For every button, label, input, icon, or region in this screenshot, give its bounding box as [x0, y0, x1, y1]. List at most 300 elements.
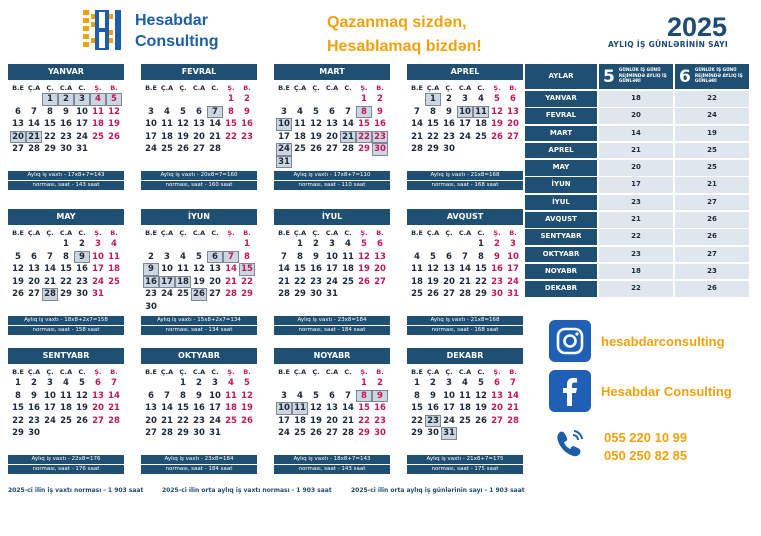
day-blank — [425, 238, 441, 251]
day-cell: 18 — [92, 119, 104, 129]
day-cell: 24 — [161, 289, 173, 299]
day-cell: 23 — [374, 415, 386, 426]
day-blank — [276, 93, 292, 106]
day-cell: 7 — [345, 106, 351, 117]
day-cell: 26 — [310, 428, 322, 438]
month-title: AVQUST — [407, 209, 523, 225]
table-cell-5day: 18 — [599, 264, 673, 280]
day-cell: 28 — [342, 144, 354, 154]
day-cell: 17 — [507, 264, 519, 274]
day-blank — [26, 93, 42, 106]
month-title: MAY — [8, 209, 124, 225]
day-cell: 1 — [361, 378, 367, 388]
day-cell: 28 — [459, 289, 471, 299]
hesabdar-logo-icon — [81, 8, 123, 52]
day-cell: 15 — [239, 263, 255, 276]
weekday-header — [409, 83, 523, 93]
workdays-table — [525, 64, 751, 299]
day-cell: 28 — [411, 144, 423, 154]
day-blank — [159, 377, 175, 390]
month-title: SENTYABR — [8, 348, 124, 364]
weekday-label: B. — [376, 84, 384, 92]
day-cell: 15 — [411, 403, 423, 413]
day-cell: 19 — [310, 131, 322, 142]
weekday-label: Ş. — [227, 84, 235, 92]
day-cell: 28 — [278, 289, 290, 299]
day-cell: 22 — [60, 276, 72, 287]
slogan-line-2: Hesablamaq bizdən! — [327, 38, 482, 55]
table-header — [525, 64, 751, 89]
day-cell: 20 — [209, 276, 221, 287]
day-blank — [409, 93, 425, 106]
weekday-label: C.A — [325, 84, 339, 92]
day-cell: 21 — [411, 131, 423, 142]
day-cell: 3 — [281, 106, 287, 117]
day-cell: 14 — [161, 403, 173, 413]
day-cell: 10 — [92, 251, 104, 262]
table-cell-5day: 21 — [599, 212, 673, 228]
day-cell: 26 — [241, 415, 253, 426]
weekday-label: C. — [477, 368, 485, 376]
weekday-label: Ç.A — [160, 84, 174, 92]
month-norm-line-2: norması, saat - 168 saat — [407, 326, 523, 335]
weekday-label: Ç.A — [426, 368, 440, 376]
table-row — [525, 143, 751, 159]
table-cell-month: APREL — [525, 143, 597, 159]
table-cell-month: İYUL — [525, 195, 597, 211]
day-cell: 15 — [60, 264, 72, 274]
day-cell: 24 — [459, 131, 471, 142]
day-cell: 12 — [475, 390, 487, 401]
day-cell: 3 — [95, 239, 101, 249]
day-blank — [308, 93, 324, 106]
instagram-handle[interactable]: hesabdarconsulting — [601, 333, 725, 349]
month-9 — [141, 348, 257, 440]
month-title: APREL — [407, 64, 523, 80]
day-grid — [143, 93, 257, 156]
day-cell: 9 — [430, 390, 436, 401]
phone-2[interactable]: 050 250 82 85 — [604, 448, 688, 463]
day-cell: 1 — [478, 239, 484, 249]
day-cell: 1 — [63, 239, 69, 249]
table-cell-5day: 14 — [599, 126, 673, 142]
day-cell: 8 — [356, 390, 372, 403]
day-grid — [143, 238, 257, 313]
day-cell: 16 — [193, 403, 205, 413]
day-cell: 22 — [358, 415, 370, 426]
day-cell: 26 — [191, 288, 207, 301]
weekday-header — [143, 228, 257, 238]
day-cell: 8 — [228, 106, 234, 117]
phone-numbers — [604, 429, 687, 465]
day-cell: 10 — [276, 402, 292, 415]
day-cell: 13 — [507, 106, 519, 117]
day-cell: 3 — [164, 251, 170, 262]
day-cell: 18 — [294, 415, 306, 426]
day-cell: 26 — [76, 415, 88, 426]
day-cell: 23 — [145, 289, 157, 299]
day-cell: 4 — [90, 93, 106, 106]
day-cell: 13 — [12, 119, 24, 129]
month-norm-info — [8, 455, 124, 475]
day-cell: 11 — [92, 106, 104, 117]
day-cell: 5 — [313, 390, 319, 401]
day-cell: 4 — [462, 378, 468, 388]
day-cell: 7 — [164, 390, 170, 401]
day-grid — [276, 238, 390, 301]
weekday-header — [143, 83, 257, 93]
day-cell: 14 — [44, 264, 56, 274]
footer-note-2: 2025-ci ilin orta aylıq iş vaxtı norması - 1 903 saat — [162, 487, 332, 494]
day-grid — [10, 377, 124, 440]
table-cell-5day: 23 — [599, 247, 673, 263]
day-cell: 30 — [372, 143, 388, 156]
day-cell: 1 — [42, 93, 58, 106]
table-cell-month: DEKABR — [525, 281, 597, 297]
weekday-label: C.A — [192, 368, 206, 376]
day-blank — [292, 93, 308, 106]
day-cell: 14 — [108, 390, 120, 401]
day-cell: 24 — [76, 131, 88, 142]
weekday-label: B.E — [12, 229, 24, 237]
table-cell-month: SENTYABR — [525, 229, 597, 245]
day-cell: 29 — [358, 144, 370, 154]
month-7 — [407, 209, 523, 301]
weekday-label: C. — [344, 84, 352, 92]
day-cell: 21 — [459, 276, 471, 287]
weekday-label: B.E — [12, 84, 24, 92]
day-cell: 10 — [326, 251, 338, 262]
day-cell: 5 — [15, 251, 21, 262]
day-cell: 17 — [443, 403, 455, 413]
day-cell: 16 — [143, 276, 159, 289]
day-cell: 6 — [510, 94, 516, 104]
day-cell: 16 — [491, 264, 503, 274]
weekday-label: B.E — [145, 229, 157, 237]
day-blank — [324, 377, 340, 390]
day-cell: 18 — [60, 403, 72, 413]
day-cell: 12 — [491, 106, 503, 117]
day-cell: 11 — [108, 251, 120, 262]
day-blank — [276, 238, 292, 251]
day-cell: 19 — [491, 119, 503, 129]
brand-name — [135, 10, 219, 52]
month-norm-line-2: norması, saat - 158 saat — [8, 326, 124, 335]
table-cell-6day: 19 — [675, 126, 749, 142]
day-blank — [207, 238, 223, 251]
day-cell: 23 — [28, 415, 40, 426]
day-cell: 6 — [207, 251, 223, 264]
day-cell: 7 — [345, 390, 351, 401]
day-cell: 30 — [60, 144, 72, 154]
day-cell: 25 — [108, 276, 120, 287]
day-cell: 4 — [180, 251, 186, 262]
weekday-label: C. — [344, 368, 352, 376]
day-cell: 27 — [326, 144, 338, 154]
day-cell: 16 — [310, 264, 322, 274]
table-cell-6day: 21 — [675, 177, 749, 193]
day-blank — [143, 93, 159, 106]
month-3 — [407, 64, 523, 156]
weekday-label: Ç. — [312, 229, 320, 237]
day-cell: 4 — [63, 378, 69, 388]
table-cell-month: İYUN — [525, 177, 597, 193]
day-cell: 29 — [475, 289, 487, 299]
phone-1[interactable]: 055 220 10 99 — [604, 430, 688, 445]
weekday-label: B.E — [411, 84, 423, 92]
day-cell: 25 — [294, 144, 306, 154]
day-cell: 6 — [95, 378, 101, 388]
table-header-5day — [599, 64, 673, 89]
day-cell: 16 — [443, 119, 455, 129]
month-title: FEVRAL — [141, 64, 257, 80]
weekday-header — [409, 367, 523, 377]
month-norm-line-2: norması, saat - 134 saat — [141, 326, 257, 335]
weekday-label: C. — [78, 229, 86, 237]
day-cell: 17 — [44, 403, 56, 413]
day-cell: 19 — [475, 403, 487, 413]
day-cell: 2 — [244, 94, 250, 104]
day-cell: 14 — [507, 390, 519, 401]
day-cell: 18 — [175, 276, 191, 289]
day-cell: 23 — [372, 131, 388, 144]
day-cell: 26 — [475, 415, 487, 426]
day-cell: 17 — [278, 131, 290, 142]
day-cell: 16 — [60, 119, 72, 129]
day-blank — [292, 377, 308, 390]
day-cell: 17 — [145, 131, 157, 142]
day-cell: 15 — [12, 403, 24, 413]
weekday-label: C. — [477, 229, 485, 237]
day-cell: 11 — [292, 402, 308, 415]
day-cell: 22 — [44, 131, 56, 142]
day-blank — [340, 93, 356, 106]
instagram-block[interactable] — [549, 320, 725, 362]
weekday-label: C.A — [458, 368, 472, 376]
phone-icon — [554, 428, 588, 458]
day-cell: 30 — [193, 428, 205, 438]
day-cell: 7 — [31, 106, 37, 117]
day-cell: 25 — [475, 131, 487, 142]
month-norm-line-1: Aylıq iş vaxtı - 23x8=184 — [141, 455, 257, 464]
table-header-months: AYLAR — [525, 64, 597, 89]
day-cell: 17 — [209, 403, 221, 413]
day-cell: 8 — [180, 390, 186, 401]
day-cell: 26 — [427, 289, 439, 299]
day-cell: 7 — [462, 251, 468, 262]
table-row — [525, 264, 751, 280]
day-cell: 13 — [28, 264, 40, 274]
weekday-label: B. — [376, 368, 384, 376]
day-cell: 22 — [241, 276, 253, 287]
day-cell: 2 — [148, 251, 154, 262]
day-cell: 8 — [47, 106, 53, 117]
weekday-header — [10, 83, 124, 93]
weekday-label: B. — [243, 84, 251, 92]
month-norm-line-1: Aylıq iş vaxtı - 22x8=176 — [8, 455, 124, 464]
day-cell: 28 — [507, 415, 519, 426]
day-cell: 29 — [427, 144, 439, 154]
facebook-block[interactable] — [549, 370, 732, 412]
day-blank — [159, 93, 175, 106]
day-cell: 27 — [491, 415, 503, 426]
day-cell: 10 — [44, 390, 56, 401]
table-cell-6day: 25 — [675, 143, 749, 159]
day-cell: 2 — [196, 378, 202, 388]
day-cell: 27 — [374, 276, 386, 287]
day-cell: 21 — [161, 415, 173, 426]
table-body — [525, 91, 751, 297]
weekday-label: Ç. — [445, 368, 453, 376]
day-cell: 24 — [92, 276, 104, 287]
day-cell: 11 — [177, 264, 189, 274]
day-cell: 30 — [28, 428, 40, 438]
day-cell: 27 — [443, 289, 455, 299]
day-cell: 1 — [180, 378, 186, 388]
day-cell: 22 — [411, 415, 423, 426]
weekday-label: Ç.A — [27, 229, 41, 237]
day-cell: 25 — [60, 415, 72, 426]
day-cell: 8 — [63, 251, 69, 262]
day-cell: 20 — [491, 403, 503, 413]
day-cell: 21 — [278, 276, 290, 287]
day-blank — [276, 377, 292, 390]
weekday-label: C.A — [458, 229, 472, 237]
day-cell: 19 — [108, 119, 120, 129]
table-row — [525, 247, 751, 263]
day-cell: 31 — [76, 144, 88, 154]
day-cell: 27 — [28, 289, 40, 299]
day-cell: 18 — [108, 264, 120, 274]
day-cell: 11 — [473, 106, 489, 119]
day-cell: 3 — [148, 106, 154, 117]
table-row — [525, 91, 751, 107]
month-norm-line-2: norması, saat - 143 saat — [8, 181, 124, 190]
day-grid — [409, 377, 523, 440]
month-norm-line-1: Aylıq iş vaxtı - 23x8=184 — [274, 316, 390, 325]
day-cell: 29 — [60, 289, 72, 299]
day-cell: 3 — [329, 239, 335, 249]
day-cell: 24 — [326, 276, 338, 287]
weekday-label: B. — [509, 368, 517, 376]
facebook-name[interactable]: Hesabdar Consulting — [601, 383, 732, 399]
day-cell: 1 — [361, 94, 367, 104]
day-cell: 7 — [111, 378, 117, 388]
year-title: 2025 — [667, 12, 728, 42]
slogan — [327, 11, 482, 59]
month-2 — [274, 64, 390, 168]
day-cell: 26 — [12, 289, 24, 299]
weekday-label: B.E — [411, 368, 423, 376]
day-cell: 31 — [507, 289, 519, 299]
month-norm-info — [274, 455, 390, 475]
day-cell: 23 — [310, 276, 322, 287]
day-cell: 30 — [76, 289, 88, 299]
day-cell: 1 — [414, 378, 420, 388]
day-cell: 18 — [294, 131, 306, 142]
day-cell: 7 — [223, 251, 239, 264]
weekday-label: Ç. — [445, 84, 453, 92]
day-cell: 15 — [294, 264, 306, 274]
day-cell: 13 — [443, 264, 455, 274]
weekday-label: Ç.A — [27, 84, 41, 92]
day-cell: 17 — [159, 276, 175, 289]
day-grid — [409, 93, 523, 156]
day-cell: 5 — [79, 378, 85, 388]
day-cell: 4 — [297, 390, 303, 401]
day-cell: 11 — [225, 390, 237, 401]
table-row — [525, 195, 751, 211]
day-cell: 16 — [427, 403, 439, 413]
weekday-label: B.E — [278, 229, 290, 237]
day-cell: 12 — [193, 264, 205, 274]
day-cell: 5 — [106, 93, 122, 106]
table-cell-month: OKTYABR — [525, 247, 597, 263]
day-blank — [10, 238, 26, 251]
table-cell-6day: 22 — [675, 91, 749, 107]
day-cell: 19 — [358, 264, 370, 274]
month-norm-info — [407, 316, 523, 336]
day-cell: 1 — [425, 93, 441, 106]
day-blank — [10, 93, 26, 106]
day-cell: 19 — [177, 131, 189, 142]
weekday-label: Ç.A — [293, 84, 307, 92]
day-cell: 8 — [244, 251, 250, 262]
brand-line-2: Consulting — [135, 33, 219, 50]
table-cell-6day: 27 — [675, 195, 749, 211]
day-cell: 26 — [310, 144, 322, 154]
month-1 — [141, 64, 257, 156]
weekday-label: C.A — [325, 229, 339, 237]
weekday-label: Ç. — [179, 368, 187, 376]
weekday-label: Ç. — [312, 84, 320, 92]
day-cell: 10 — [161, 264, 173, 274]
weekday-header — [10, 228, 124, 238]
day-blank — [175, 238, 191, 251]
weekday-label: Ç.A — [426, 84, 440, 92]
day-cell: 24 — [276, 143, 292, 156]
day-cell: 27 — [145, 428, 157, 438]
month-norm-info — [274, 316, 390, 336]
table-cell-5day: 21 — [599, 143, 673, 159]
day-blank — [324, 93, 340, 106]
day-cell: 12 — [427, 264, 439, 274]
day-cell: 31 — [92, 289, 104, 299]
day-cell: 29 — [358, 428, 370, 438]
day-cell: 29 — [44, 144, 56, 154]
weekday-label: Ş. — [94, 229, 102, 237]
weekday-label: Ç. — [312, 368, 320, 376]
day-cell: 27 — [209, 289, 221, 299]
weekday-header — [276, 367, 390, 377]
day-cell: 11 — [411, 264, 423, 274]
weekday-label: Ş. — [227, 229, 235, 237]
day-cell: 22 — [475, 276, 487, 287]
month-norm-info — [141, 316, 257, 336]
day-cell: 2 — [79, 239, 85, 249]
day-cell: 24 — [278, 428, 290, 438]
day-cell: 12 — [76, 390, 88, 401]
table-cell-month: NOYABR — [525, 264, 597, 280]
weekday-label: Ş. — [94, 368, 102, 376]
day-cell: 27 — [92, 415, 104, 426]
day-cell: 7 — [207, 106, 223, 119]
day-cell: 6 — [196, 106, 202, 117]
day-cell: 16 — [241, 119, 253, 129]
day-cell: 9 — [244, 106, 250, 117]
day-grid — [409, 238, 523, 301]
day-cell: 6 — [494, 378, 500, 388]
